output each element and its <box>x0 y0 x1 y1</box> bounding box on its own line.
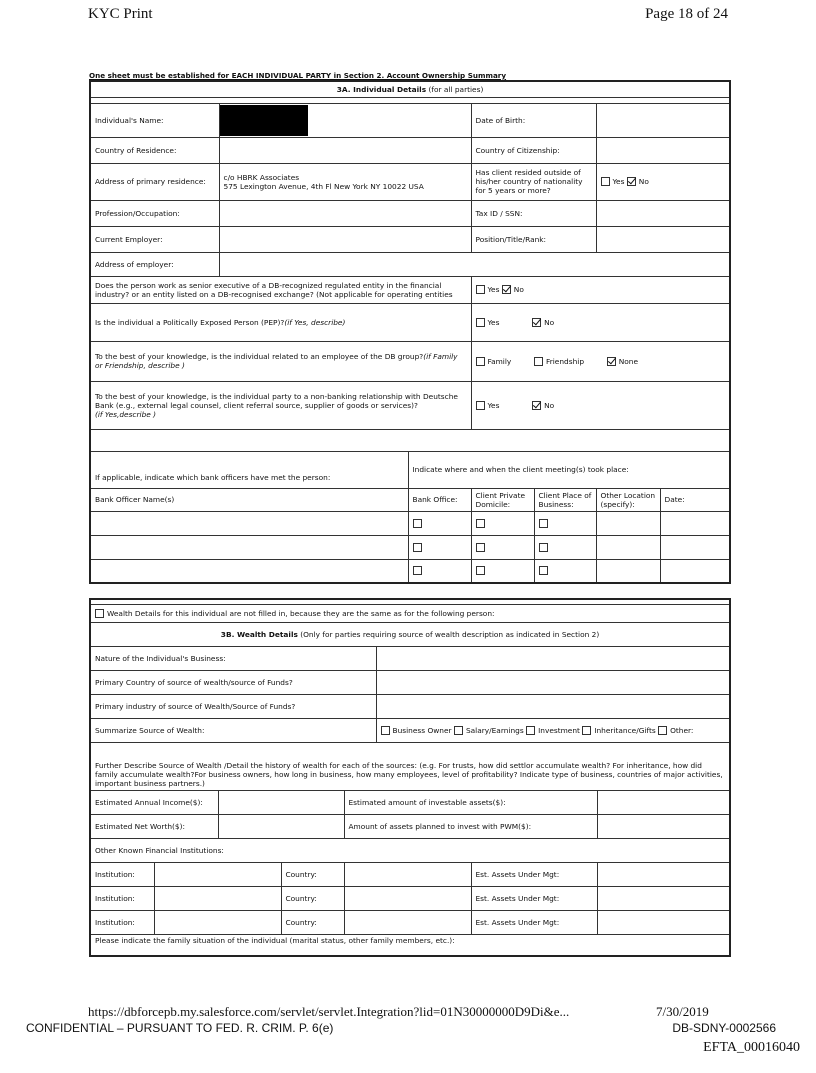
investable-value[interactable] <box>597 790 730 814</box>
investable-label: Estimated amount of investable assets($): <box>344 790 597 814</box>
checkbox-yes[interactable] <box>476 285 485 294</box>
citizenship-value <box>596 137 730 163</box>
checkbox-place-of-business[interactable] <box>539 566 548 575</box>
annual-income-label: Estimated Annual Income($): <box>90 790 218 814</box>
individual-name-label: Individual's Name: <box>90 103 219 137</box>
checkbox-yes[interactable] <box>476 318 485 327</box>
taxid-label: Tax ID / SSN: <box>471 200 596 226</box>
table-row <box>90 511 730 535</box>
taxid-value <box>596 200 730 226</box>
profession-label: Profession/Occupation: <box>90 200 219 226</box>
checkbox-same-as[interactable] <box>95 609 104 618</box>
checkbox-friendship[interactable] <box>534 357 543 366</box>
employer-address-value <box>219 252 730 276</box>
family-situation-label: Please indicate the family situation of the individual (marital status, other family members, etc.): <box>90 934 730 956</box>
outside-nationality-answer: Yes No <box>596 163 730 200</box>
db-related-answer: Family Friendship None <box>471 341 730 381</box>
col-other-location: Other Location (specify): <box>596 488 660 511</box>
employer-address-label: Address of employer: <box>90 252 219 276</box>
checkbox-investment[interactable] <box>526 726 535 735</box>
checkbox-other[interactable] <box>658 726 667 735</box>
confidential-notice: CONFIDENTIAL – PURSUANT TO FED. R. CRIM. P. 6(e) <box>26 1021 334 1035</box>
net-worth-label: Estimated Net Worth($): <box>90 814 218 838</box>
checkbox-no-checked[interactable] <box>502 285 511 294</box>
outside-nationality-question: Has client resided outside of his/her country of nationality for 5 years or more? <box>471 163 596 200</box>
checkbox-bank-office[interactable] <box>413 566 422 575</box>
pep-question: Is the individual a Politically Exposed Person (PEP)?(if Yes, describe) <box>90 303 471 341</box>
print-date: 7/30/2019 <box>656 1004 709 1019</box>
position-label: Position/Title/Rank: <box>471 226 596 252</box>
section-3a-title: 3A. Individual Details (for all parties) <box>90 81 730 97</box>
checkbox-no-checked[interactable] <box>627 177 636 186</box>
pwm-value[interactable] <box>597 814 730 838</box>
address-label: Address of primary residence: <box>90 163 219 200</box>
checkbox-no-checked[interactable] <box>532 318 541 327</box>
section-3b-title: 3B. Wealth Details (Only for parties requiring source of wealth description as indicated in Section 2) <box>90 622 730 646</box>
col-date: Date: <box>660 488 730 511</box>
residence-country-label: Country of Residence: <box>90 137 219 163</box>
officers-label: If applicable, indicate which bank officers have met the person: <box>90 451 408 488</box>
primary-country-label: Primary Country of source of wealth/source of Funds? <box>90 670 376 694</box>
wealth-details-table <box>89 598 731 957</box>
checkbox-bank-office[interactable] <box>413 543 422 552</box>
col-bank-office: Bank Office: <box>408 488 471 511</box>
primary-country-value[interactable] <box>376 670 730 694</box>
checkbox-none-checked[interactable] <box>607 357 616 366</box>
table-row: Institution: Country: Est. Assets Under Mgt: <box>90 862 730 886</box>
profession-value <box>219 200 471 226</box>
table-row <box>90 535 730 559</box>
meeting-label: Indicate where and when the client meeting(s) took place: <box>408 451 730 488</box>
annual-income-value[interactable] <box>218 790 344 814</box>
source-url: https://dbforcepb.my.salesforce.com/servlet/servlet.Integration?lid=01N30000000D9Di&e... <box>88 1004 570 1019</box>
summarize-label: Summarize Source of Wealth: <box>90 718 376 742</box>
primary-industry-value[interactable] <box>376 694 730 718</box>
senior-exec-answer: Yes No <box>471 276 730 303</box>
col-place-of-business: Client Place of Business: <box>534 488 596 511</box>
pep-answer: Yes No <box>471 303 730 341</box>
table-row <box>90 559 730 583</box>
residence-country-value <box>219 137 471 163</box>
nonbanking-question: To the best of your knowledge, is the individual party to a non-banking relationship with Deutsche Bank (e.g., external legal counsel, client referral source, supplier of goods or services)? (if Yes,describe ) <box>90 381 471 429</box>
employer-label: Current Employer: <box>90 226 219 252</box>
net-worth-value[interactable] <box>218 814 344 838</box>
checkbox-place-of-business[interactable] <box>539 519 548 528</box>
other-fi-label: Other Known Financial Institutions: <box>90 838 730 862</box>
page-number: Page 18 of 24 <box>645 6 728 22</box>
checkbox-business-owner[interactable] <box>381 726 390 735</box>
individual-details-table <box>89 80 731 584</box>
nature-label: Nature of the Individual's Business: <box>90 646 376 670</box>
col-officer-names: Bank Officer Name(s) <box>90 488 408 511</box>
section-caption: One sheet must be established for EACH INDIVIDUAL PARTY in Section 2. Account Ownership Summary <box>89 71 507 80</box>
checkbox-place-of-business[interactable] <box>539 543 548 552</box>
employer-value <box>219 226 471 252</box>
checkbox-family[interactable] <box>476 357 485 366</box>
nonbanking-answer: Yes No <box>471 381 730 429</box>
same-as-note: Wealth Details for this individual are not filled in, because they are the same as for the following person: <box>90 604 730 622</box>
checkbox-private-domicile[interactable] <box>476 519 485 528</box>
individual-name-value <box>219 103 471 137</box>
dob-label: Date of Birth: <box>471 103 596 137</box>
position-value <box>596 226 730 252</box>
senior-exec-question: Does the person work as senior executive of a DB-recognized regulated entity in the financial industry? or an entity listed on a DB-recognised exchange? (Not applicable for operating entities <box>90 276 471 303</box>
col-private-domicile: Client Private Domicile: <box>471 488 534 511</box>
nature-value[interactable] <box>376 646 730 670</box>
primary-industry-label: Primary industry of source of Wealth/Source of Funds? <box>90 694 376 718</box>
checkbox-salary[interactable] <box>454 726 463 735</box>
bates-number: DB-SDNY-0002566 <box>672 1021 776 1035</box>
table-row: Institution: Country: Est. Assets Under Mgt: <box>90 886 730 910</box>
checkbox-yes[interactable] <box>601 177 610 186</box>
checkbox-inheritance[interactable] <box>582 726 591 735</box>
source-options: Business Owner Salary/Earnings Investment Inheritance/Gifts Other: <box>376 718 730 742</box>
header-title: KYC Print <box>88 6 153 22</box>
citizenship-label: Country of Citizenship: <box>471 137 596 163</box>
further-describe: Further Describe Source of Wealth /Detail the history of wealth for each of the sources: (e.g. For trusts, how did settlor accumulate wealth? For inheritance, how did family accumulate wealth?For business owners, how long in business, how many employees, level of profitability? Indicate type of business, countries of major activities, important business partners.) <box>90 742 730 790</box>
checkbox-no-checked[interactable] <box>532 401 541 410</box>
address-value: c/o HBRK Associates 575 Lexington Avenue, 4th Fl New York NY 10022 USA <box>219 163 471 200</box>
db-related-question: To the best of your knowledge, is the individual related to an employee of the DB group?(if Family or Friendship, describe ) <box>90 341 471 381</box>
table-row: Institution: Country: Est. Assets Under Mgt: <box>90 910 730 934</box>
checkbox-private-domicile[interactable] <box>476 543 485 552</box>
pwm-label: Amount of assets planned to invest with PWM($): <box>344 814 597 838</box>
dob-value <box>596 103 730 137</box>
checkbox-bank-office[interactable] <box>413 519 422 528</box>
checkbox-yes[interactable] <box>476 401 485 410</box>
checkbox-private-domicile[interactable] <box>476 566 485 575</box>
redaction-block <box>219 105 308 136</box>
efta-number: EFTA_00016040 <box>703 1040 800 1055</box>
